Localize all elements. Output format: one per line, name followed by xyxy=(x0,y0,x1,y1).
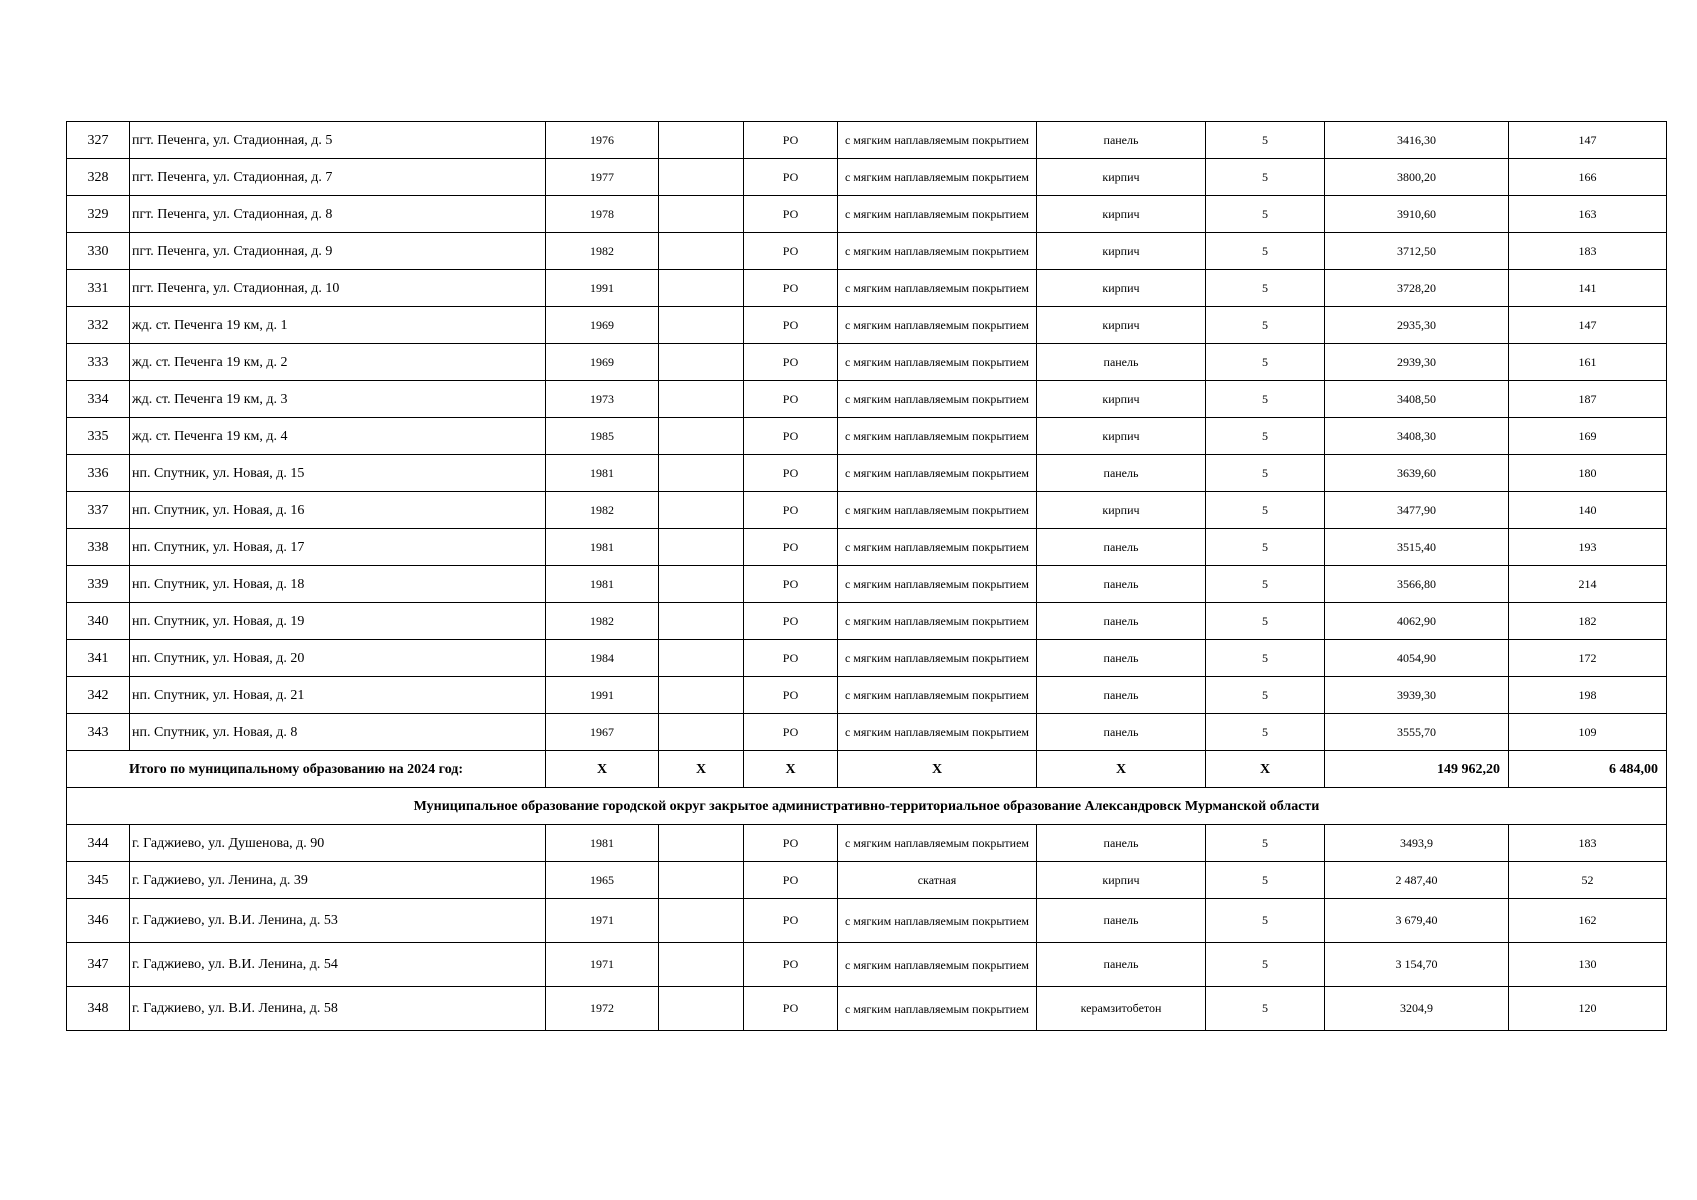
year-built-cell: 1981 xyxy=(546,566,659,603)
residents-cell: 182 xyxy=(1509,603,1667,640)
address-cell: нп. Спутник, ул. Новая, д. 17 xyxy=(130,529,546,566)
table-row xyxy=(67,566,1667,603)
area-cell: 3493,9 xyxy=(1325,825,1509,862)
ro-cell: РО xyxy=(744,862,838,899)
roof-type-cell: с мягким наплавляемым покрытием xyxy=(838,825,1037,862)
area-cell: 3 154,70 xyxy=(1325,943,1509,987)
wall-material-cell: панель xyxy=(1037,714,1206,751)
roof-type-cell: с мягким наплавляемым покрытием xyxy=(838,603,1037,640)
area-cell: 3566,80 xyxy=(1325,566,1509,603)
residents-cell: 166 xyxy=(1509,159,1667,196)
address-cell: нп. Спутник, ул. Новая, д. 15 xyxy=(130,455,546,492)
row-number-cell: 333 xyxy=(67,344,130,381)
area-cell: 3416,30 xyxy=(1325,122,1509,159)
table-row xyxy=(67,492,1667,529)
area-cell: 4054,90 xyxy=(1325,640,1509,677)
table-row xyxy=(67,233,1667,270)
floors-cell: 5 xyxy=(1206,714,1325,751)
wall-material-cell: кирпич xyxy=(1037,233,1206,270)
row-number-cell: 345 xyxy=(67,862,130,899)
roof-type-cell: с мягким наплавляемым покрытием xyxy=(838,381,1037,418)
roof-type-cell: с мягким наплавляемым покрытием xyxy=(838,987,1037,1031)
area-cell: 3800,20 xyxy=(1325,159,1509,196)
total-floors-cell: X xyxy=(1206,751,1325,788)
address-cell: жд. ст. Печенга 19 км, д. 2 xyxy=(130,344,546,381)
table-row xyxy=(67,603,1667,640)
blank-cell xyxy=(659,122,744,159)
wall-material-cell: панель xyxy=(1037,603,1206,640)
area-cell: 4062,90 xyxy=(1325,603,1509,640)
wall-material-cell: кирпич xyxy=(1037,307,1206,344)
section-header-row xyxy=(67,788,1667,825)
area-cell: 3 679,40 xyxy=(1325,899,1509,943)
table-row xyxy=(67,899,1667,943)
year-built-cell: 1982 xyxy=(546,603,659,640)
total-roof-cell: X xyxy=(838,751,1037,788)
floors-cell: 5 xyxy=(1206,677,1325,714)
blank-cell xyxy=(659,418,744,455)
ro-cell: РО xyxy=(744,344,838,381)
address-cell: пгт. Печенга, ул. Стадионная, д. 7 xyxy=(130,159,546,196)
roof-type-cell: с мягким наплавляемым покрытием xyxy=(838,344,1037,381)
area-cell: 3515,40 xyxy=(1325,529,1509,566)
year-built-cell: 1969 xyxy=(546,307,659,344)
row-number-cell: 328 xyxy=(67,159,130,196)
table-row xyxy=(67,159,1667,196)
table-body-group-2 xyxy=(67,825,1667,1031)
section-title: Муниципальное образование городской округ закрытое административно-территориальное образование Александровск Мурманской области xyxy=(67,788,1667,825)
area-cell: 2939,30 xyxy=(1325,344,1509,381)
year-built-cell: 1981 xyxy=(546,455,659,492)
residents-cell: 193 xyxy=(1509,529,1667,566)
wall-material-cell: панель xyxy=(1037,344,1206,381)
blank-cell xyxy=(659,943,744,987)
floors-cell: 5 xyxy=(1206,862,1325,899)
row-number-cell: 344 xyxy=(67,825,130,862)
address-cell: жд. ст. Печенга 19 км, д. 1 xyxy=(130,307,546,344)
row-number-cell: 338 xyxy=(67,529,130,566)
row-number-cell: 337 xyxy=(67,492,130,529)
address-cell: нп. Спутник, ул. Новая, д. 18 xyxy=(130,566,546,603)
blank-cell xyxy=(659,270,744,307)
year-built-cell: 1967 xyxy=(546,714,659,751)
address-cell: пгт. Печенга, ул. Стадионная, д. 8 xyxy=(130,196,546,233)
year-built-cell: 1969 xyxy=(546,344,659,381)
table-row xyxy=(67,455,1667,492)
ro-cell: РО xyxy=(744,987,838,1031)
wall-material-cell: кирпич xyxy=(1037,196,1206,233)
row-number-cell: 329 xyxy=(67,196,130,233)
floors-cell: 5 xyxy=(1206,987,1325,1031)
year-built-cell: 1981 xyxy=(546,825,659,862)
residents-cell: 161 xyxy=(1509,344,1667,381)
wall-material-cell: панель xyxy=(1037,455,1206,492)
table-row xyxy=(67,640,1667,677)
ro-cell: РО xyxy=(744,196,838,233)
floors-cell: 5 xyxy=(1206,566,1325,603)
table-row xyxy=(67,418,1667,455)
wall-material-cell: панель xyxy=(1037,529,1206,566)
year-built-cell: 1984 xyxy=(546,640,659,677)
row-number-cell: 339 xyxy=(67,566,130,603)
blank-cell xyxy=(659,307,744,344)
address-cell: г. Гаджиево, ул. Душенова, д. 90 xyxy=(130,825,546,862)
ro-cell: РО xyxy=(744,270,838,307)
year-built-cell: 1981 xyxy=(546,529,659,566)
residents-cell: 109 xyxy=(1509,714,1667,751)
address-cell: жд. ст. Печенга 19 км, д. 4 xyxy=(130,418,546,455)
area-cell: 3728,20 xyxy=(1325,270,1509,307)
table-total-section xyxy=(67,751,1667,825)
housing-register-table xyxy=(66,121,1667,1031)
blank-cell xyxy=(659,233,744,270)
row-number-cell: 347 xyxy=(67,943,130,987)
year-built-cell: 1991 xyxy=(546,677,659,714)
total-row xyxy=(67,751,1667,788)
roof-type-cell: с мягким наплавляемым покрытием xyxy=(838,418,1037,455)
roof-type-cell: с мягким наплавляемым покрытием xyxy=(838,677,1037,714)
address-cell: нп. Спутник, ул. Новая, д. 8 xyxy=(130,714,546,751)
residents-cell: 172 xyxy=(1509,640,1667,677)
total-area-cell: 149 962,20 xyxy=(1325,751,1509,788)
roof-type-cell: с мягким наплавляемым покрытием xyxy=(838,492,1037,529)
row-number-cell: 336 xyxy=(67,455,130,492)
table-row xyxy=(67,196,1667,233)
ro-cell: РО xyxy=(744,418,838,455)
wall-material-cell: кирпич xyxy=(1037,159,1206,196)
roof-type-cell: с мягким наплавляемым покрытием xyxy=(838,233,1037,270)
floors-cell: 5 xyxy=(1206,603,1325,640)
roof-type-cell: с мягким наплавляемым покрытием xyxy=(838,159,1037,196)
area-cell: 2 487,40 xyxy=(1325,862,1509,899)
ro-cell: РО xyxy=(744,943,838,987)
wall-material-cell: кирпич xyxy=(1037,270,1206,307)
row-number-cell: 330 xyxy=(67,233,130,270)
blank-cell xyxy=(659,455,744,492)
address-cell: пгт. Печенга, ул. Стадионная, д. 9 xyxy=(130,233,546,270)
row-number-cell: 346 xyxy=(67,899,130,943)
blank-cell xyxy=(659,714,744,751)
area-cell: 3408,30 xyxy=(1325,418,1509,455)
table-row xyxy=(67,344,1667,381)
year-built-cell: 1982 xyxy=(546,233,659,270)
blank-cell xyxy=(659,987,744,1031)
floors-cell: 5 xyxy=(1206,492,1325,529)
roof-type-cell: с мягким наплавляемым покрытием xyxy=(838,943,1037,987)
wall-material-cell: панель xyxy=(1037,677,1206,714)
row-number-cell: 340 xyxy=(67,603,130,640)
year-built-cell: 1973 xyxy=(546,381,659,418)
ro-cell: РО xyxy=(744,677,838,714)
table-row xyxy=(67,677,1667,714)
wall-material-cell: панель xyxy=(1037,566,1206,603)
floors-cell: 5 xyxy=(1206,159,1325,196)
residents-cell: 187 xyxy=(1509,381,1667,418)
blank-cell xyxy=(659,529,744,566)
wall-material-cell: панель xyxy=(1037,825,1206,862)
residents-cell: 162 xyxy=(1509,899,1667,943)
floors-cell: 5 xyxy=(1206,899,1325,943)
table-row xyxy=(67,529,1667,566)
floors-cell: 5 xyxy=(1206,943,1325,987)
address-cell: жд. ст. Печенга 19 км, д. 3 xyxy=(130,381,546,418)
year-built-cell: 1972 xyxy=(546,987,659,1031)
ro-cell: РО xyxy=(744,455,838,492)
address-cell: пгт. Печенга, ул. Стадионная, д. 10 xyxy=(130,270,546,307)
year-built-cell: 1971 xyxy=(546,899,659,943)
blank-cell xyxy=(659,196,744,233)
table-row xyxy=(67,307,1667,344)
year-built-cell: 1971 xyxy=(546,943,659,987)
address-cell: г. Гаджиево, ул. В.И. Ленина, д. 58 xyxy=(130,987,546,1031)
blank-cell xyxy=(659,159,744,196)
residents-cell: 169 xyxy=(1509,418,1667,455)
year-built-cell: 1982 xyxy=(546,492,659,529)
ro-cell: РО xyxy=(744,159,838,196)
total-blank-cell: X xyxy=(659,751,744,788)
floors-cell: 5 xyxy=(1206,455,1325,492)
row-number-cell: 335 xyxy=(67,418,130,455)
table-row xyxy=(67,270,1667,307)
table-row xyxy=(67,122,1667,159)
address-cell: г. Гаджиево, ул. В.И. Ленина, д. 54 xyxy=(130,943,546,987)
residents-cell: 141 xyxy=(1509,270,1667,307)
roof-type-cell: с мягким наплавляемым покрытием xyxy=(838,529,1037,566)
wall-material-cell: керамзитобетон xyxy=(1037,987,1206,1031)
blank-cell xyxy=(659,344,744,381)
area-cell: 2935,30 xyxy=(1325,307,1509,344)
area-cell: 3555,70 xyxy=(1325,714,1509,751)
table-row xyxy=(67,987,1667,1031)
blank-cell xyxy=(659,566,744,603)
row-number-cell: 342 xyxy=(67,677,130,714)
ro-cell: РО xyxy=(744,233,838,270)
table-body-group-1 xyxy=(67,122,1667,751)
area-cell: 3639,60 xyxy=(1325,455,1509,492)
roof-type-cell: с мягким наплавляемым покрытием xyxy=(838,714,1037,751)
ro-cell: РО xyxy=(744,307,838,344)
year-built-cell: 1978 xyxy=(546,196,659,233)
wall-material-cell: панель xyxy=(1037,943,1206,987)
ro-cell: РО xyxy=(744,492,838,529)
roof-type-cell: с мягким наплавляемым покрытием xyxy=(838,640,1037,677)
address-cell: нп. Спутник, ул. Новая, д. 19 xyxy=(130,603,546,640)
row-number-cell: 334 xyxy=(67,381,130,418)
area-cell: 3477,90 xyxy=(1325,492,1509,529)
residents-cell: 52 xyxy=(1509,862,1667,899)
floors-cell: 5 xyxy=(1206,122,1325,159)
wall-material-cell: кирпич xyxy=(1037,862,1206,899)
residents-cell: 214 xyxy=(1509,566,1667,603)
residents-cell: 140 xyxy=(1509,492,1667,529)
roof-type-cell: с мягким наплавляемым покрытием xyxy=(838,307,1037,344)
residents-cell: 180 xyxy=(1509,455,1667,492)
blank-cell xyxy=(659,492,744,529)
floors-cell: 5 xyxy=(1206,233,1325,270)
row-number-cell: 327 xyxy=(67,122,130,159)
roof-type-cell: с мягким наплавляемым покрытием xyxy=(838,899,1037,943)
residents-cell: 130 xyxy=(1509,943,1667,987)
table-row xyxy=(67,381,1667,418)
table-row xyxy=(67,825,1667,862)
year-built-cell: 1977 xyxy=(546,159,659,196)
area-cell: 3712,50 xyxy=(1325,233,1509,270)
roof-type-cell: с мягким наплавляемым покрытием xyxy=(838,122,1037,159)
row-number-cell: 343 xyxy=(67,714,130,751)
floors-cell: 5 xyxy=(1206,270,1325,307)
table-row xyxy=(67,943,1667,987)
ro-cell: РО xyxy=(744,529,838,566)
table-row xyxy=(67,862,1667,899)
blank-cell xyxy=(659,862,744,899)
ro-cell: РО xyxy=(744,603,838,640)
blank-cell xyxy=(659,603,744,640)
wall-material-cell: панель xyxy=(1037,899,1206,943)
floors-cell: 5 xyxy=(1206,418,1325,455)
residents-cell: 163 xyxy=(1509,196,1667,233)
ro-cell: РО xyxy=(744,714,838,751)
blank-cell xyxy=(659,677,744,714)
ro-cell: РО xyxy=(744,899,838,943)
total-residents-cell: 6 484,00 xyxy=(1509,751,1667,788)
year-built-cell: 1991 xyxy=(546,270,659,307)
roof-type-cell: с мягким наплавляемым покрытием xyxy=(838,566,1037,603)
wall-material-cell: панель xyxy=(1037,640,1206,677)
row-number-cell: 341 xyxy=(67,640,130,677)
year-built-cell: 1985 xyxy=(546,418,659,455)
blank-cell xyxy=(659,899,744,943)
total-year-cell: X xyxy=(546,751,659,788)
row-number-cell: 331 xyxy=(67,270,130,307)
wall-material-cell: кирпич xyxy=(1037,418,1206,455)
ro-cell: РО xyxy=(744,825,838,862)
roof-type-cell: с мягким наплавляемым покрытием xyxy=(838,455,1037,492)
ro-cell: РО xyxy=(744,566,838,603)
roof-type-cell: скатная xyxy=(838,862,1037,899)
area-cell: 3939,30 xyxy=(1325,677,1509,714)
year-built-cell: 1976 xyxy=(546,122,659,159)
address-cell: г. Гаджиево, ул. Ленина, д. 39 xyxy=(130,862,546,899)
wall-material-cell: кирпич xyxy=(1037,492,1206,529)
floors-cell: 5 xyxy=(1206,381,1325,418)
ro-cell: РО xyxy=(744,122,838,159)
residents-cell: 147 xyxy=(1509,122,1667,159)
row-number-cell: 332 xyxy=(67,307,130,344)
blank-cell xyxy=(659,640,744,677)
floors-cell: 5 xyxy=(1206,640,1325,677)
area-cell: 3204,9 xyxy=(1325,987,1509,1031)
ro-cell: РО xyxy=(744,381,838,418)
row-number-cell: 348 xyxy=(67,987,130,1031)
floors-cell: 5 xyxy=(1206,825,1325,862)
residents-cell: 147 xyxy=(1509,307,1667,344)
floors-cell: 5 xyxy=(1206,196,1325,233)
blank-cell xyxy=(659,381,744,418)
address-cell: нп. Спутник, ул. Новая, д. 16 xyxy=(130,492,546,529)
total-ro-cell: X xyxy=(744,751,838,788)
floors-cell: 5 xyxy=(1206,529,1325,566)
floors-cell: 5 xyxy=(1206,307,1325,344)
residents-cell: 183 xyxy=(1509,233,1667,270)
table-row xyxy=(67,714,1667,751)
residents-cell: 183 xyxy=(1509,825,1667,862)
ro-cell: РО xyxy=(744,640,838,677)
address-cell: нп. Спутник, ул. Новая, д. 20 xyxy=(130,640,546,677)
address-cell: г. Гаджиево, ул. В.И. Ленина, д. 53 xyxy=(130,899,546,943)
address-cell: нп. Спутник, ул. Новая, д. 21 xyxy=(130,677,546,714)
address-cell: пгт. Печенга, ул. Стадионная, д. 5 xyxy=(130,122,546,159)
total-walls-cell: X xyxy=(1037,751,1206,788)
wall-material-cell: панель xyxy=(1037,122,1206,159)
residents-cell: 198 xyxy=(1509,677,1667,714)
wall-material-cell: кирпич xyxy=(1037,381,1206,418)
floors-cell: 5 xyxy=(1206,344,1325,381)
roof-type-cell: с мягким наплавляемым покрытием xyxy=(838,270,1037,307)
area-cell: 3910,60 xyxy=(1325,196,1509,233)
area-cell: 3408,50 xyxy=(1325,381,1509,418)
roof-type-cell: с мягким наплавляемым покрытием xyxy=(838,196,1037,233)
blank-cell xyxy=(659,825,744,862)
total-label: Итого по муниципальному образованию на 2024 год: xyxy=(67,751,546,788)
residents-cell: 120 xyxy=(1509,987,1667,1031)
year-built-cell: 1965 xyxy=(546,862,659,899)
